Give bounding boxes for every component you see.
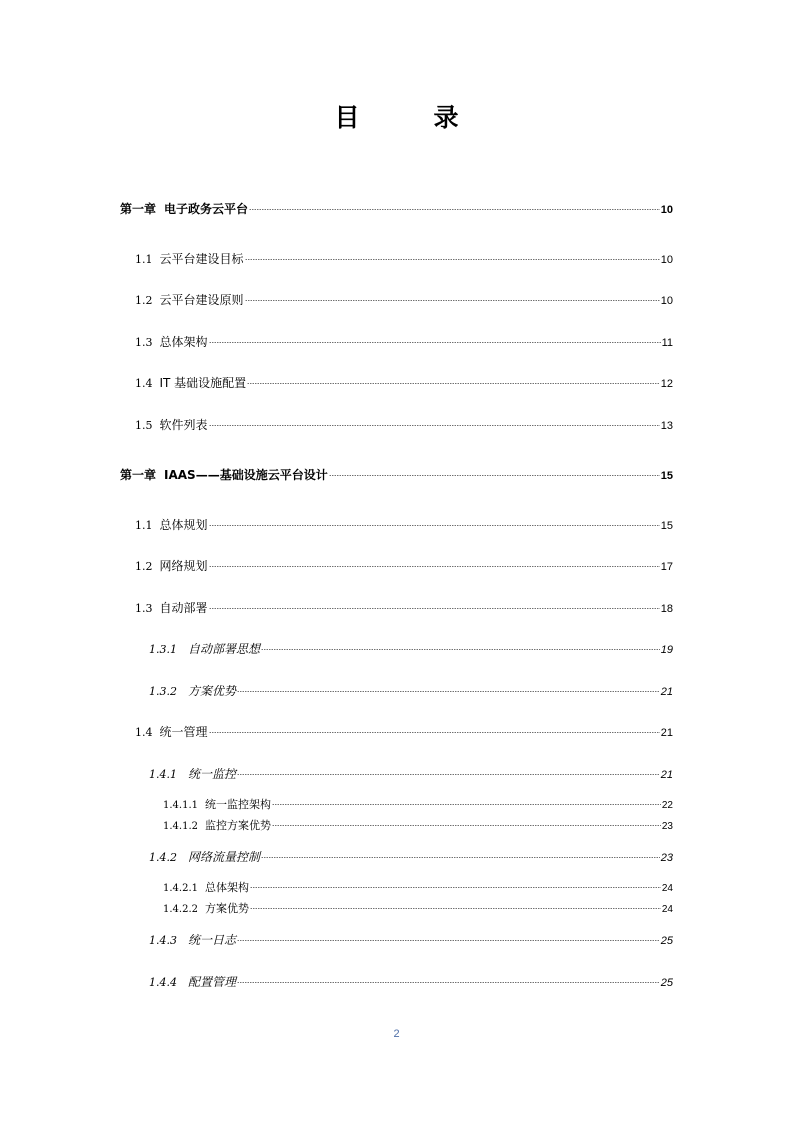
toc-entry-number: 1.4.1.2 — [163, 821, 198, 832]
toc-entry-page: 11 — [661, 337, 673, 349]
toc-entry-title: 配置管理 — [188, 975, 237, 989]
toc-entry-title: 网络流量控制 — [188, 850, 261, 864]
toc-entry-number: 1.4.1 — [149, 768, 177, 781]
toc-entry[interactable] — [163, 818, 673, 835]
toc-dot-leader — [209, 566, 660, 567]
toc-dot-leader — [209, 342, 661, 343]
toc-dot-leader — [250, 908, 661, 909]
toc-dot-leader — [245, 300, 660, 301]
toc-entry-title: 自动部署思想 — [188, 642, 261, 656]
toc-entry-title: IT 基础设施配置 — [159, 376, 247, 390]
toc-entry-title: 自动部署 — [159, 601, 208, 615]
toc-entry-page: 25 — [660, 935, 673, 947]
toc-entry-page: 23 — [660, 852, 673, 864]
toc-entry[interactable] — [135, 724, 673, 741]
page-number: 2 — [393, 1028, 400, 1040]
toc-entry[interactable] — [135, 334, 673, 351]
toc-dot-leader — [237, 982, 660, 983]
toc-entry-page: 21 — [660, 727, 673, 739]
toc-entry-title: 云平台建设目标 — [159, 252, 244, 266]
toc-entry-number: 第一章 — [120, 468, 157, 482]
toc-entry[interactable] — [163, 901, 673, 918]
toc-entry[interactable] — [135, 417, 673, 434]
toc-entry-title: 方案优势 — [188, 684, 237, 698]
toc-entry[interactable] — [163, 880, 673, 897]
toc-entry[interactable] — [149, 641, 673, 658]
toc-dot-leader — [245, 259, 660, 260]
toc-entry-page: 10 — [660, 295, 673, 307]
toc-entry-page: 15 — [660, 520, 673, 532]
toc-entry-number: 1.4.1.1 — [163, 800, 198, 811]
toc-entry-number: 1.5 — [135, 419, 153, 432]
toc-entry[interactable] — [135, 517, 673, 534]
toc-entry-page: 19 — [660, 644, 673, 656]
toc-entry-number: 1.4.4 — [149, 976, 177, 989]
toc-entry-title: 总体架构 — [205, 881, 249, 894]
toc-dot-leader — [209, 608, 660, 609]
toc-entry[interactable] — [120, 467, 673, 484]
toc-dot-leader — [261, 649, 660, 650]
toc-entry[interactable] — [149, 683, 673, 700]
toc-entry-number: 1.3.1 — [149, 643, 177, 656]
toc-dot-leader — [272, 825, 661, 826]
toc-dot-leader — [209, 425, 660, 426]
toc-entry-number: 1.2 — [135, 560, 153, 573]
toc-dot-leader — [209, 732, 660, 733]
toc-entry-number: 1.4 — [135, 377, 153, 390]
toc-title — [0, 100, 793, 136]
toc-dot-leader — [209, 525, 660, 526]
toc-entry-number: 1.4.2.1 — [163, 883, 198, 894]
toc-entry[interactable] — [149, 932, 673, 949]
toc-entry-number: 1.4.3 — [149, 934, 177, 947]
toc-entry[interactable] — [135, 558, 673, 575]
toc-dot-leader — [250, 887, 661, 888]
toc-entry-title: 监控方案优势 — [205, 819, 271, 832]
toc-entry-title: 网络规划 — [159, 559, 208, 573]
toc-entry-page: 12 — [660, 378, 673, 390]
toc-entry-number: 1.3 — [135, 336, 153, 349]
toc-entry-title: 统一监控架构 — [205, 798, 271, 811]
toc-entry-number: 1.3 — [135, 602, 153, 615]
toc-dot-leader — [237, 774, 660, 775]
toc-entry-page: 22 — [661, 800, 673, 811]
toc-dot-leader — [329, 475, 660, 476]
toc-entry-number: 第一章 — [120, 202, 157, 216]
toc-entry[interactable] — [149, 849, 673, 866]
toc-entry[interactable] — [149, 766, 673, 783]
toc-entry[interactable] — [120, 201, 673, 218]
toc-entry[interactable] — [149, 974, 673, 991]
toc-title-char-1: 目 — [334, 103, 360, 132]
toc-entry-page: 25 — [660, 977, 673, 989]
toc-entry-page: 18 — [660, 603, 673, 615]
toc-dot-leader — [237, 940, 660, 941]
toc-title-char-2: 录 — [433, 103, 459, 132]
toc-entry[interactable] — [135, 600, 673, 617]
toc-entry-number: 1.3.2 — [149, 685, 177, 698]
toc-entry-page: 24 — [661, 883, 673, 894]
toc-dot-leader — [237, 691, 660, 692]
toc-entry-title: IAAS——基础设施云平台设计 — [164, 468, 328, 482]
toc-dot-leader — [261, 857, 660, 858]
toc-entry[interactable] — [163, 797, 673, 814]
toc-entry-title: 方案优势 — [205, 902, 249, 915]
toc-dot-leader — [272, 804, 661, 805]
toc-dot-leader — [247, 383, 660, 384]
toc-entry-page: 13 — [660, 420, 673, 432]
toc-entry-page: 23 — [661, 821, 673, 832]
toc-entry-page: 15 — [660, 470, 673, 482]
toc-entry-page: 21 — [660, 769, 673, 781]
toc-entry-number: 1.4.2 — [149, 851, 177, 864]
toc-entry-page: 21 — [660, 686, 673, 698]
toc-entry-title: 统一管理 — [159, 725, 208, 739]
toc-entry-title: 总体架构 — [159, 335, 208, 349]
toc-entry-number: 1.4.2.2 — [163, 904, 198, 915]
toc-entry-title: 总体规划 — [159, 518, 208, 532]
toc-entry-number: 1.2 — [135, 294, 153, 307]
toc-entry-number: 1.1 — [135, 519, 153, 532]
toc-entry-page: 10 — [660, 204, 673, 216]
toc-entry-page: 10 — [660, 254, 673, 266]
toc-entry-number: 1.1 — [135, 253, 153, 266]
toc-entry-page: 24 — [661, 904, 673, 915]
toc-entry-title: 电子政务云平台 — [164, 202, 249, 216]
toc-entry-title: 统一监控 — [188, 767, 237, 781]
toc-entry-title: 统一日志 — [188, 933, 237, 947]
toc-entry[interactable] — [135, 251, 673, 268]
toc-entry-title: 云平台建设原则 — [159, 293, 244, 307]
toc-entry[interactable] — [135, 292, 673, 309]
toc-dot-leader — [249, 209, 660, 210]
toc-entry-number: 1.4 — [135, 726, 153, 739]
toc-entry-page: 17 — [660, 561, 673, 573]
toc-entry[interactable] — [135, 375, 673, 392]
toc-entry-title: 软件列表 — [159, 418, 208, 432]
